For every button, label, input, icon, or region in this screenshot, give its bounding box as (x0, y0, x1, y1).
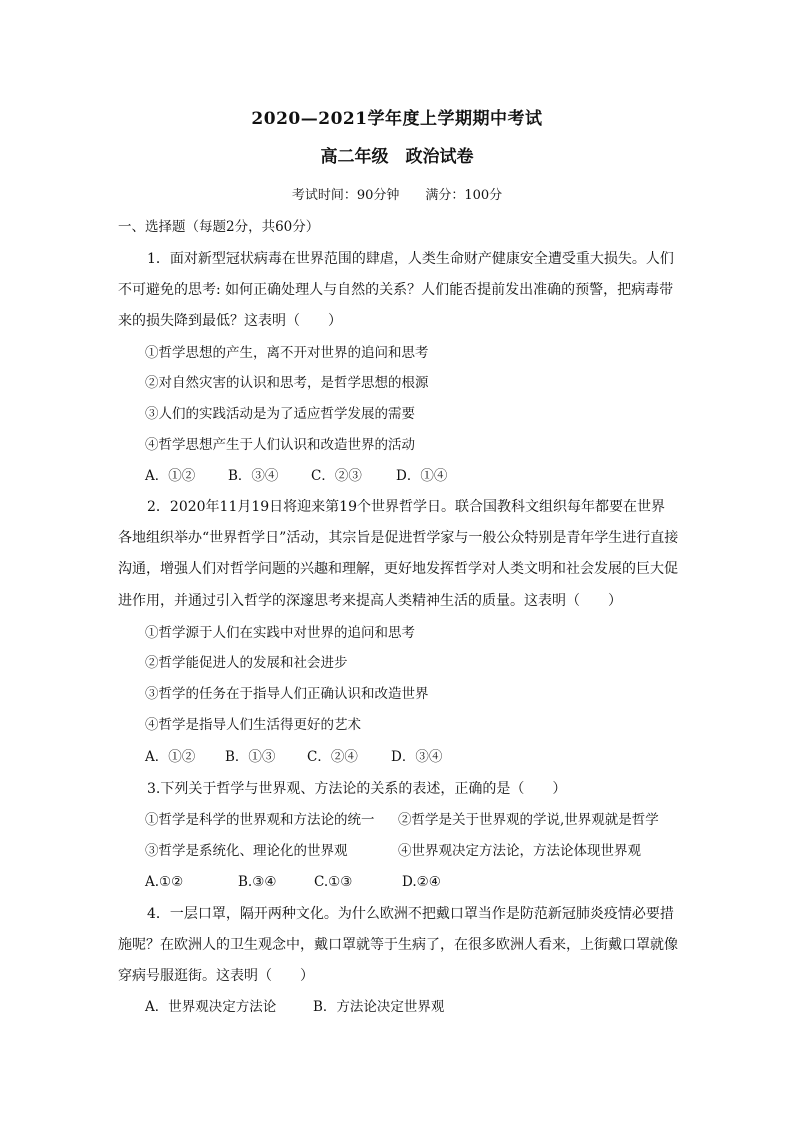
q3-option-2: ②哲学是关于世界观的学说,世界观就是哲学 (398, 812, 659, 828)
exam-title: 2020—2021学年度上学期期中考试 (251, 109, 543, 129)
q1-option-2: ②对自然灾害的认识和思考，是哲学思想的根源 (145, 375, 429, 391)
q1-choice-d: D．①④ (396, 468, 448, 484)
q1-choice-b: B．③④ (228, 468, 279, 484)
q2-stem-line4: 进作用，并通过引入哲学的深邃思考来提高人类精神生活的质量。这表明（ ） (118, 593, 622, 609)
q2-option-2: ②哲学能促进人的发展和社会进步 (145, 655, 348, 671)
q3-option-3: ③哲学是系统化、理论化的世界观 (145, 843, 348, 859)
q1-choice-a: A．①② (145, 468, 196, 484)
q2-choices (145, 748, 442, 766)
q1-stem-line1: 1．面对新型冠状病毒在世界范围的肆虐，人类生命财产健康安全遭受重大损失。人们 (147, 251, 674, 267)
q1-choices (145, 467, 447, 485)
q2-choice-c: C．②④ (307, 749, 358, 765)
q1-option-4: ④哲学思想产生于人们认识和改造世界的活动 (145, 437, 415, 453)
q2-choice-b: B．①③ (225, 749, 276, 765)
q2-option-4: ④哲学是指导人们生活得更好的艺术 (145, 717, 361, 733)
exam-subtitle: 高二年级 政治试卷 (320, 147, 474, 167)
q2-stem-line1: 2．2020年11月19日将迎来第19个世界哲学日。联合国教科文组织每年都要在世界 (147, 499, 665, 515)
q1-choice-c: C．②③ (311, 468, 362, 484)
q1-stem-line2: 不可避免的思考: 如何正确处理人与自然的关系？人们能否提前发出准确的预警，把病毒带 (118, 282, 674, 298)
q2-stem-line2: 各地组织举办“世界哲学日”活动，其宗旨是促进哲学家与一般公众特别是青年学生进行直接 (118, 530, 679, 546)
q3-option-4: ④世界观决定方法论，方法论体现世界观 (398, 843, 641, 859)
q1-option-1: ①哲学思想的产生，离不开对世界的追问和思考 (145, 345, 429, 361)
q4-stem-line2: 施呢？在欧洲人的卫生观念中，戴口罩就等于生病了，在很多欧洲人看来，上街戴口罩就像 (118, 937, 678, 953)
q1-stem-line3: 来的损失降到最低？这表明（ ） (118, 313, 342, 329)
q2-option-1: ①哲学源于人们在实践中对世界的追问和思考 (145, 625, 415, 641)
q4-stem-line1: 4．一层口罩，隔开两种文化。为什么欧洲不把戴口罩当作是防范新冠肺炎疫情必要措 (147, 906, 674, 922)
exam-info: 考试时间：90分钟 满分：100分 (291, 188, 503, 203)
q3-choice-c: C.①③ (314, 874, 353, 890)
q1-option-3: ③人们的实践活动是为了适应哲学发展的需要 (145, 406, 415, 422)
section-heading: 一、选择题（每题2分，共60分） (118, 219, 320, 235)
q3-choices (145, 873, 441, 891)
q3-option-1: ①哲学是科学的世界观和方法论的统一 (145, 812, 375, 828)
q2-choice-a: A．①② (145, 749, 196, 765)
q4-choice-b: B．方法论决定世界观 (313, 999, 445, 1015)
q2-option-3: ③哲学的任务在于指导人们正确认识和改造世界 (145, 686, 429, 702)
q2-stem-line3: 沟通，增强人们对哲学问题的兴趣和理解，更好地发挥哲学对人类文明和社会发展的巨大促 (118, 561, 678, 577)
q4-stem-line3: 穿病号服逛街。这表明（ ） (118, 968, 314, 984)
q3-choice-a: A.①② (145, 874, 184, 890)
q4-choices (145, 998, 444, 1016)
q3-choice-b: B.③④ (238, 874, 277, 890)
q2-choice-d: D．③④ (391, 749, 443, 765)
q3-stem: 3.下列关于哲学与世界观、方法论的关系的表述，正确的是（ ） (147, 781, 567, 797)
q4-choice-a: A．世界观决定方法论 (145, 999, 277, 1015)
q3-choice-d: D.②④ (402, 874, 441, 890)
